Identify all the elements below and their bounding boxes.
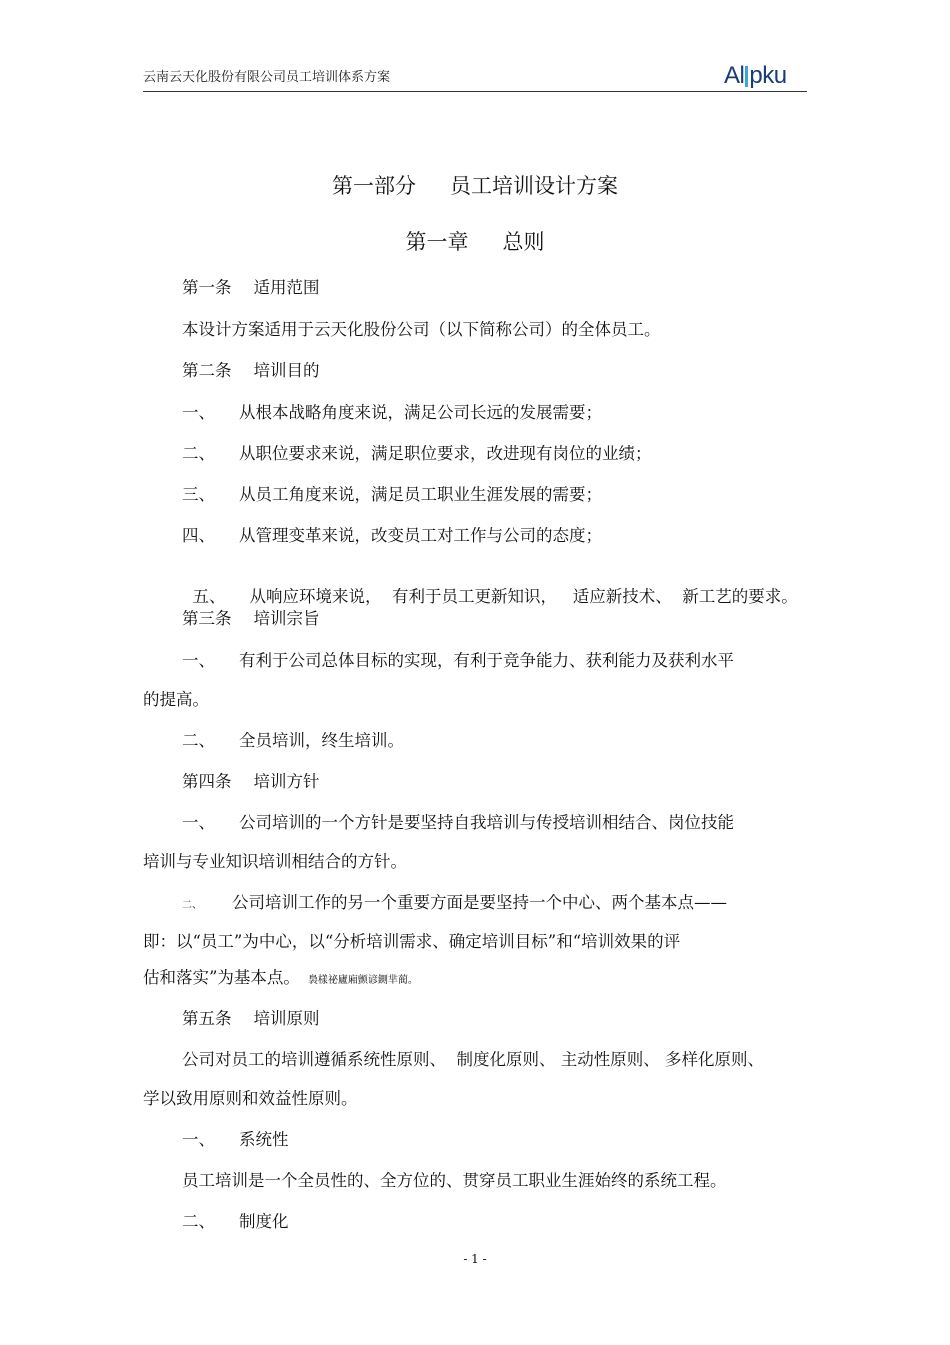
header-divider	[143, 91, 807, 92]
list-item-continuation: 的提高。	[143, 690, 209, 709]
article-4-heading: 第四条 培训方针	[182, 772, 320, 791]
list-item: 一、 从根本战略角度来说，满足公司长远的发展需要；	[182, 403, 602, 422]
page-number: - 1 -	[463, 1252, 487, 1266]
list-item: 二、 公司培训工作的另一个重要方面是要坚持一个中心、两个基本点——	[182, 893, 727, 912]
company-logo	[724, 62, 787, 90]
list-item: 四、 从管理变革来说，改变员工对工作与公司的态度；	[182, 526, 602, 545]
chapter-title	[0, 226, 950, 256]
chapter-number: 第一章	[405, 230, 469, 254]
part-title	[0, 170, 950, 200]
list-item: 一、 系统性	[182, 1130, 289, 1149]
article-1-heading: 第一条 适用范围	[182, 278, 320, 297]
running-header-title: 云南云天化股份有限公司员工培训体系方案	[143, 70, 391, 85]
logo-text-left: Al	[724, 62, 745, 89]
list-item: 三、 从员工角度来说，满足员工职业生涯发展的需要；	[182, 485, 602, 504]
list-item-text: 员工培训是一个全员性的、全方位的、贯穿员工职业生涯始终的系统工程。	[182, 1171, 727, 1190]
article-1-text: 本设计方案适用于云天化股份公司（以下简称公司）的全体员工。	[182, 320, 661, 339]
article-3-heading: 第三条 培训宗旨	[182, 609, 320, 628]
logo-text-right: pku	[749, 62, 787, 89]
part-number: 第一部分	[332, 174, 416, 198]
list-item: 一、 公司培训的一个方针是要坚持自我培训与传授培训相结合、岗位技能	[182, 813, 734, 832]
list-item-continuation: 培训与专业知识培训相结合的方针。	[143, 852, 407, 871]
garbled-text: 裊樣祕廬廂颤谚鍘芈蔺。	[307, 975, 418, 986]
list-item: 五、 从响应环境来说， 有利于员工更新知识， 适应新技术、 新工艺的要求。	[192, 587, 798, 606]
article-5-heading: 第五条 培训原则	[182, 1009, 320, 1028]
list-item: 二、 从职位要求来说，满足职位要求，改进现有岗位的业绩；	[182, 444, 652, 463]
list-item-continuation: 估和落实”为基本点。 裊樣祕廬廂颤谚鍘芈蔺。	[143, 968, 418, 987]
chapter-name: 总则	[502, 230, 545, 254]
article-5-text-continuation: 学以致用原则和效益性原则。	[143, 1089, 358, 1108]
logo-bar-icon	[745, 66, 748, 87]
part-name: 员工培训设计方案	[450, 174, 618, 198]
list-item: 一、 有利于公司总体目标的实现，有利于竞争能力、获利能力及获利水平	[182, 651, 734, 670]
list-item: 二、 全员培训，终生培训。	[182, 731, 404, 750]
list-item-continuation: 即：以“员工”为中心，以“分析培训需求、确定培训目标”和“培训效果的评	[143, 932, 681, 951]
list-item: 二、 制度化	[182, 1212, 289, 1231]
article-2-heading: 第二条 培训目的	[182, 361, 320, 380]
article-5-text: 公司对员工的培训遵循系统性原则、 制度化原则、 主动性原则、 多样化原则、	[182, 1050, 764, 1069]
